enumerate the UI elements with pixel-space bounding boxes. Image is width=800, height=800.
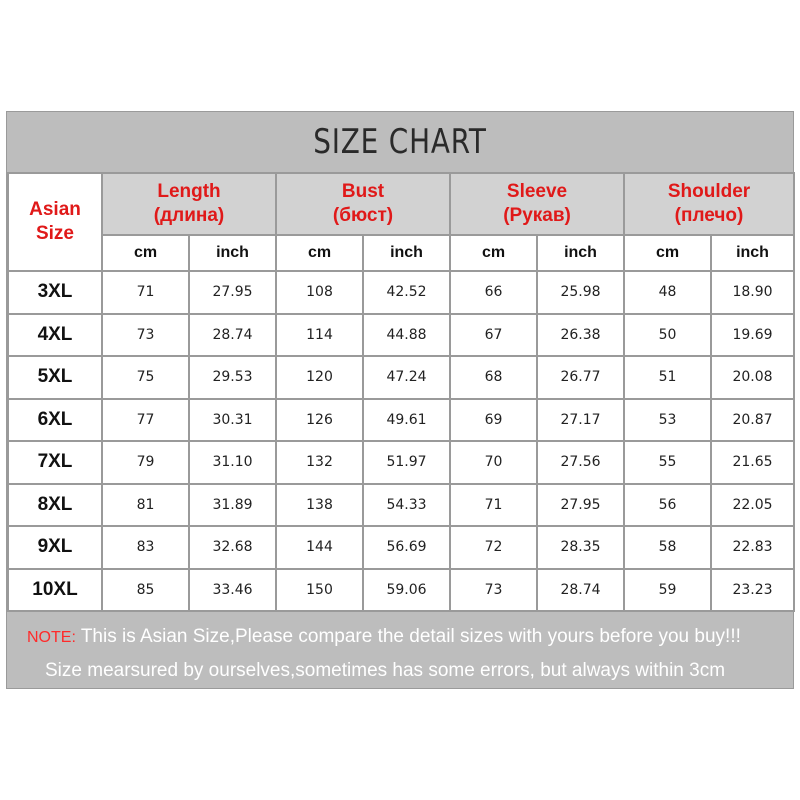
table-row: [8, 526, 794, 569]
group-subname: (длина): [153, 205, 225, 226]
measurement-cell: 22.83: [711, 526, 794, 569]
unit-header: inch: [363, 235, 450, 271]
measurement-cell: 53: [624, 399, 711, 442]
size-header-line-2: Size: [35, 223, 75, 244]
note-text: This is Asian Size,Please compare the detail sizes with yours before you buy!!!: [75, 626, 741, 647]
unit-header: cm: [450, 235, 537, 271]
group-name: Bust: [341, 181, 385, 202]
measurement-cell: 44.88: [363, 314, 450, 357]
measurement-cell: 21.65: [711, 441, 794, 484]
measurement-cell: 71: [450, 484, 537, 527]
measurement-cell: 56.69: [363, 526, 450, 569]
table-row: [8, 569, 794, 612]
measurement-cell: 47.24: [363, 356, 450, 399]
measurement-cell: 72: [450, 526, 537, 569]
measurement-cell: 120: [276, 356, 363, 399]
measurement-cell: 33.46: [189, 569, 276, 612]
size-label: 7XL: [8, 441, 102, 484]
size-label: 10XL: [8, 569, 102, 612]
measurement-cell: 51: [624, 356, 711, 399]
measurement-cell: 138: [276, 484, 363, 527]
chart-title: SIZE CHART: [313, 122, 487, 162]
measurement-cell: 69: [450, 399, 537, 442]
measurement-cell: 22.05: [711, 484, 794, 527]
size-label: 5XL: [8, 356, 102, 399]
measurement-cell: 126: [276, 399, 363, 442]
measurement-cell: 28.74: [189, 314, 276, 357]
size-chart: [6, 111, 794, 689]
size-label: 8XL: [8, 484, 102, 527]
group-subname: (бюст): [332, 205, 394, 226]
measurement-cell: 28.35: [537, 526, 624, 569]
size-label: 6XL: [8, 399, 102, 442]
group-header-sleeve: [450, 173, 624, 235]
measurement-cell: 108: [276, 271, 363, 314]
group-header-row: [8, 173, 794, 235]
measurement-cell: 27.56: [537, 441, 624, 484]
group-subname: (Рукав): [503, 205, 571, 226]
unit-header: inch: [711, 235, 794, 271]
measurement-cell: 70: [450, 441, 537, 484]
unit-header: inch: [537, 235, 624, 271]
measurement-cell: 25.98: [537, 271, 624, 314]
measurement-cell: 132: [276, 441, 363, 484]
measurement-cell: 56: [624, 484, 711, 527]
group-header-shoulder: [624, 173, 794, 235]
measurement-cell: 85: [102, 569, 189, 612]
measurement-cell: 83: [102, 526, 189, 569]
measurement-cell: 28.74: [537, 569, 624, 612]
measurement-cell: 59: [624, 569, 711, 612]
measurement-cell: 66: [450, 271, 537, 314]
group-name: Sleeve: [506, 181, 568, 202]
measurement-cell: 19.69: [711, 314, 794, 357]
measurement-cell: 20.87: [711, 399, 794, 442]
measurement-cell: 50: [624, 314, 711, 357]
group-header-bust: [276, 173, 450, 235]
note-line-2: Size mearsured by ourselves,sometimes has some errors, but always within 3cm: [45, 660, 726, 681]
measurement-cell: 26.38: [537, 314, 624, 357]
size-label: 3XL: [8, 271, 102, 314]
measurement-cell: 26.77: [537, 356, 624, 399]
measurement-cell: 27.95: [537, 484, 624, 527]
note-tag: NOTE:: [27, 629, 76, 646]
measurement-cell: 73: [102, 314, 189, 357]
unit-header: inch: [189, 235, 276, 271]
group-header-length: [102, 173, 276, 235]
size-header-line-1: Asian: [29, 199, 81, 220]
note-line-1: [27, 626, 741, 648]
group-name: Shoulder: [667, 181, 751, 202]
measurement-cell: 42.52: [363, 271, 450, 314]
measurement-cell: 68: [450, 356, 537, 399]
group-name: Length: [157, 181, 221, 202]
table-row: [8, 399, 794, 442]
measurement-cell: 81: [102, 484, 189, 527]
table-row: [8, 314, 794, 357]
measurement-cell: 51.97: [363, 441, 450, 484]
group-subname: (плечо): [674, 205, 744, 226]
measurement-cell: 49.61: [363, 399, 450, 442]
size-column-header: [8, 173, 102, 271]
measurement-cell: 150: [276, 569, 363, 612]
measurement-cell: 59.06: [363, 569, 450, 612]
measurement-cell: 30.31: [189, 399, 276, 442]
measurement-cell: 114: [276, 314, 363, 357]
measurement-cell: 27.95: [189, 271, 276, 314]
measurement-cell: 32.68: [189, 526, 276, 569]
measurement-cell: 79: [102, 441, 189, 484]
measurement-cell: 27.17: [537, 399, 624, 442]
unit-header: cm: [276, 235, 363, 271]
measurement-cell: 48: [624, 271, 711, 314]
table-row: [8, 356, 794, 399]
table-row: [8, 271, 794, 314]
measurement-cell: 31.89: [189, 484, 276, 527]
measurement-cell: 31.10: [189, 441, 276, 484]
measurement-cell: 23.23: [711, 569, 794, 612]
unit-header: cm: [624, 235, 711, 271]
size-label: 9XL: [8, 526, 102, 569]
size-table: [7, 172, 795, 612]
size-label: 4XL: [8, 314, 102, 357]
measurement-cell: 67: [450, 314, 537, 357]
measurement-cell: 144: [276, 526, 363, 569]
unit-header: cm: [102, 235, 189, 271]
measurement-cell: 73: [450, 569, 537, 612]
table-row: [8, 484, 794, 527]
notes-footer: [7, 618, 793, 688]
measurement-cell: 18.90: [711, 271, 794, 314]
measurement-cell: 54.33: [363, 484, 450, 527]
measurement-cell: 71: [102, 271, 189, 314]
measurement-cell: 58: [624, 526, 711, 569]
measurement-cell: 55: [624, 441, 711, 484]
measurement-cell: 75: [102, 356, 189, 399]
table-row: [8, 441, 794, 484]
measurement-cell: 29.53: [189, 356, 276, 399]
measurement-cell: 77: [102, 399, 189, 442]
unit-header-row: [8, 235, 794, 271]
measurement-cell: 20.08: [711, 356, 794, 399]
